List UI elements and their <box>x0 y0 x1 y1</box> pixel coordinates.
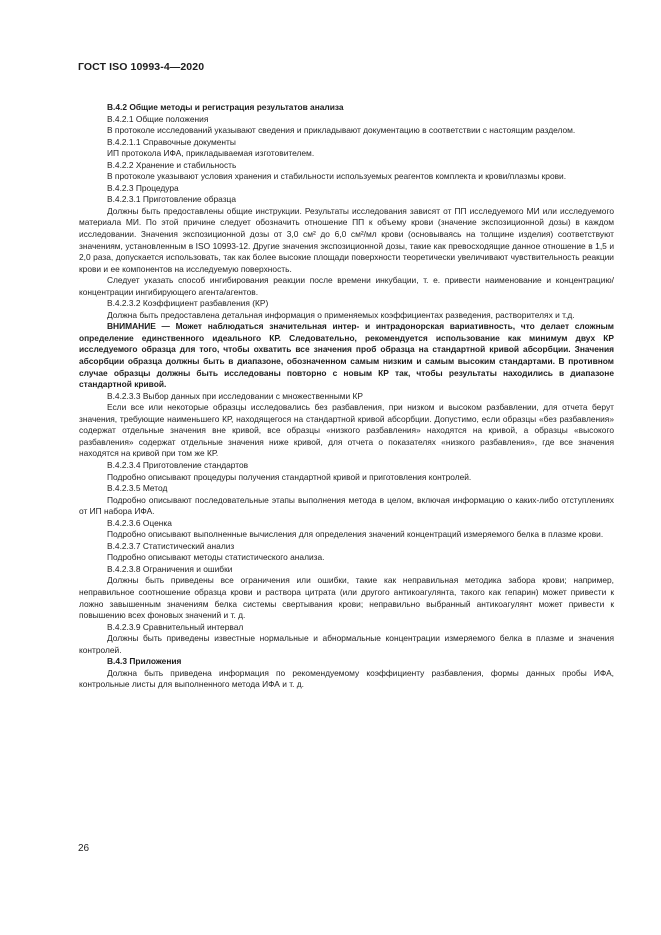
body-paragraph: В.4.2.3.9 Сравнительный интервал <box>107 621 244 632</box>
page-number: 26 <box>78 843 90 854</box>
body-paragraph: Должны быть приведены все ограничения или ошибки, такие как неправильная методика забора крови; например, неправильное соотношение образца крови и раствора цитрата (или другого антикоагулянта, такого как гепарин) может привести к ложно завышенным значениям белка системы свертывания крови; неправильно выбранный антикоагулянт может привести к повышению всех фоновых значений и т. д. <box>79 575 614 621</box>
body-paragraph: Должна быть предоставлена детальная информация о применяемых коэффициентах разведения, растворителях и т.д. <box>107 309 575 320</box>
body-paragraph: В протоколе исследований указывают сведения и прикладывают документацию в соответствии с настоящим разделом. <box>107 125 576 136</box>
section-heading-paragraph: В.4.3 Приложения <box>107 656 182 667</box>
body-paragraph: В.4.2.3.4 Приготовление стандартов <box>107 459 249 470</box>
body-paragraph: Должна быть приведена информация по рекомендуемому коэффициенту разбавления, формы данных пробы ИФА, контрольные листы для выполненного метода ИФА и т. д. <box>79 667 614 690</box>
body-paragraph: В.4.2.3.7 Статистический анализ <box>107 540 235 551</box>
section-heading-paragraph: ВНИМАНИЕ — Может наблюдаться значительная интер- и интрадонорская вариативность, что делает сложным определение единственного идеального КР. Следовательно, рекомендуется использование как минимум двух КР исследуемого образца для того, чтобы охватить все значения проб образца на стандартной кривой абсорбции. Значения абсорбции образца должны быть в диапазоне, обозначенном самым низким и самым высоким стандартами. В противном случае образцы должны быть исследованы повторно с новым КР так, чтобы результаты находились в диапазоне стандартной кривой. <box>79 321 614 390</box>
body-paragraph: Подробно описывают выполненные вычисления для определения значений концентраций измеряемого белка в плазме крови. <box>107 529 604 540</box>
section-heading-paragraph: В.4.2 Общие методы и регистрация результатов анализа <box>107 102 344 112</box>
body-paragraph: В.4.2.3.5 Метод <box>107 483 168 494</box>
body-paragraph: В.4.2.1 Общие положения <box>107 113 209 124</box>
document-code-header: ГОСТ ISO 10993-4—2020 <box>78 61 205 73</box>
document-body <box>79 102 614 691</box>
body-paragraph: Следует указать способ ингибирования реакции после времени инкубации, т. е. привести наименование и концентрацию/концентрации ингибирующего агента/агентов. <box>79 275 614 297</box>
body-paragraph: В.4.2.3.2 Коэффициент разбавления (КР) <box>107 298 269 309</box>
body-paragraph: В.4.2.2 Хранение и стабильность <box>107 159 237 170</box>
body-paragraph: Подробно описывают последовательные этапы выполнения метода в целом, включая информацию о каких-либо отступлениях от ИП набора ИФА. <box>79 494 614 517</box>
body-paragraph: Подробно описывают методы статистического анализа. <box>107 552 325 563</box>
body-paragraph: Подробно описывают процедуры получения стандартной кривой и приготовления контролей. <box>107 471 472 482</box>
body-paragraph: В.4.2.3.8 Ограничения и ошибки <box>107 563 233 574</box>
body-paragraph: В.4.2.3.3 Выбор данных при исследовании с множественными КР <box>107 390 363 401</box>
body-paragraph: В.4.2.3.1 Приготовление образца <box>107 194 237 205</box>
body-paragraph: В.4.2.1.1 Справочные документы <box>107 136 236 147</box>
body-paragraph: Должны быть предоставлены общие инструкции. Результаты исследования зависят от ПП исследуемого МИ или исследуемого материала МИ. По этой причине следует обозначить отношение ПП к объему крови (значение экспозиционной дозы) в каждом исследовании. Значения экспозиционной дозы от 3,0 см² до 6,0 см²/мл крови (основываясь на толщине изделия) соответствуют значениям, установленным в ISO 10993-12. Другие значения экспозиционной дозы, такие как превосходящие данное отношение в 1,5 и 2,0 раза, допускается использовать, так как более высокие площади поверхности теоретически увеличивают чувствительность реакции крови и ее компонентов на исследуемую поверхность. <box>79 205 614 274</box>
body-paragraph: Если все или некоторые образцы исследовались без разбавления, при низком и высоком разбавлении, для отчета берут значения, требующие наименьшего КР, находящегося на стандартной кривой абсорбции. Допустимо, если образцы «без разбавления» содержат отдельные значения вне кривой, все образцы «низкого разбавления» находятся на кривой, а образцы «высокого разбавления» содержат отдельные значения ниже кривой, для отчета о показателях «низкого разбавления», где все значения находятся на кривой при том же КР. <box>79 402 614 459</box>
body-paragraph: ИП протокола ИФА, прикладываемая изготовителем. <box>107 148 315 159</box>
body-paragraph: Должны быть приведены известные нормальные и абнормальные концентрации измеряемого белка в плазме и значения контролей. <box>79 633 614 655</box>
body-paragraph: В протоколе указывают условия хранения и стабильности используемых реагентов комплекта и крови/плазмы крови. <box>107 171 567 182</box>
body-paragraph: В.4.2.3 Процедура <box>107 182 179 193</box>
body-paragraph: В.4.2.3.6 Оценка <box>107 517 172 528</box>
